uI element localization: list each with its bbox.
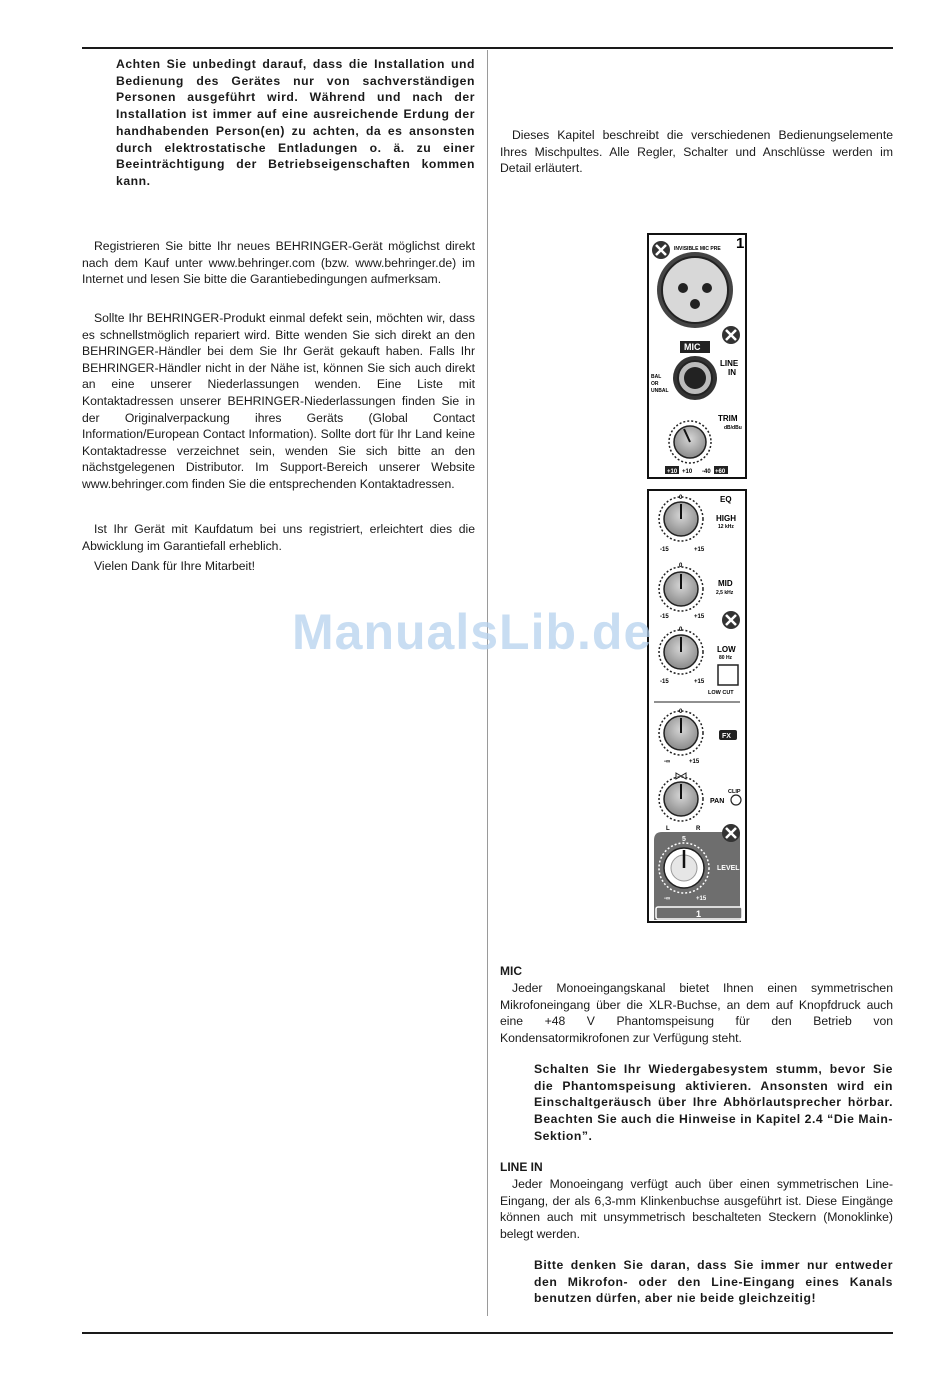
trim-unit: dB/dBu (724, 425, 742, 431)
or-label: OR (651, 381, 659, 387)
screw-icon (722, 326, 740, 344)
fx-knob-min: -∞ (664, 759, 671, 765)
high-knob-max: +15 (694, 547, 705, 553)
trim-scale-1: +10 (667, 469, 678, 475)
watermark: ManualsLib.de (292, 604, 653, 660)
low-freq: 80 Hz (719, 655, 733, 661)
low-label: LOW (717, 645, 736, 654)
screw-icon (652, 241, 670, 259)
mid-knob-zero: 0 (679, 563, 683, 569)
pan-knob[interactable] (659, 777, 703, 821)
low-cut-switch[interactable] (718, 665, 738, 685)
mid-knob-max: +15 (694, 614, 705, 620)
eq-label: EQ (720, 495, 732, 504)
low-knob-zero: 0 (679, 627, 683, 633)
pan-l-label: L (666, 826, 670, 832)
trim-scale-3: -40 (702, 469, 711, 475)
low-knob-max: +15 (694, 679, 705, 685)
mic-heading: MIC (500, 964, 522, 978)
registration-paragraph: Registrieren Sie bitte Ihr neues BEHRINGER-Gerät möglichst direkt nach dem Kauf unter www.behringer.com (bzw. www.behringer.de) im Internet und lesen Sie bitte die Garantiebedingungen aufmerksam. (82, 239, 475, 287)
mid-knob-min: -15 (660, 614, 669, 620)
line-in-jack-icon[interactable] (673, 356, 717, 400)
invisible-mic-pre-label: INVISIBLE MIC PRE (674, 246, 721, 252)
linein-heading: LINE IN (500, 1160, 543, 1174)
level-label: LEVEL (717, 865, 740, 872)
level-knob-max: +15 (696, 896, 707, 902)
installation-warning: Achten Sie unbedingt darauf, dass die Installation und Bedienung des Gerätes nur von sachverständigen Personen ausgeführt wird. Während und nach der Installation ist immer auf eine ausreichende Erdung der handhabenden Person(en) zu achten, da es ansonsten durch elektrostatische Entladungen o. ä. zu einer Beeinträchtigung der Betriebseigenschaften kommen kann. (116, 57, 475, 188)
chapter-intro: Dieses Kapitel beschreibt die verschiedenen Bedienungselemente Ihres Mischpultes. Alle Regler, Schalter und Anschlüsse werden im Detail erläutert. (500, 128, 893, 176)
level-knob-mid: 5 (682, 836, 686, 843)
fx-label: FX (722, 733, 731, 740)
channel-number: 1 (736, 235, 745, 252)
low-cut-label: LOW CUT (708, 690, 734, 696)
pan-r-label: R (696, 826, 701, 832)
fx-knob-max: +15 (689, 759, 700, 765)
bottom-rule (82, 1332, 893, 1334)
high-knob-min: -15 (660, 547, 669, 553)
line-label: LINE (720, 359, 739, 368)
thanks-paragraph: Vielen Dank für Ihre Mitarbeit! (94, 559, 255, 573)
linein-warning: Bitte denken Sie daran, dass Sie immer nur entweder den Mikrofon- oder den Line-Eingang eines Kanals benutzen dürfen, aber nie beide gleichzeitig! (534, 1258, 893, 1306)
screw-icon (722, 611, 740, 629)
trim-scale-2: +10 (682, 469, 693, 475)
mid-label: MID (718, 579, 733, 588)
in-label: IN (728, 368, 736, 377)
warranty-paragraph: Ist Ihr Gerät mit Kaufdatum bei uns registriert, erleichtert dies die Abwicklung im Garantiefall erheblich. (82, 522, 475, 553)
top-rule (82, 47, 893, 49)
high-freq: 12 kHz (718, 524, 734, 530)
mic-description: Jeder Monoeingangskanal bietet Ihnen einen symmetrischen Mikrofoneingang über die XLR-Buchse, an dem auf Knopfdruck auch eine +48 V Phantomspeisung für den Betrieb von Kondensatormikrofonen zur Verfügung steht. (500, 981, 893, 1045)
fx-knob-zero: 0 (679, 709, 683, 715)
high-eq-knob[interactable] (659, 497, 703, 541)
channel-strip-illustration (640, 228, 758, 926)
fx-send-knob[interactable] (659, 711, 703, 755)
footer-channel-number: 1 (696, 909, 702, 919)
screw-icon (722, 824, 740, 842)
trim-knob[interactable] (669, 421, 711, 463)
trim-scale-4: +60 (715, 469, 726, 475)
clip-label: CLIP (728, 789, 741, 795)
bal-label: BAL (651, 374, 662, 380)
repair-paragraph: Sollte Ihr BEHRINGER-Produkt einmal defekt sein, möchten wir, dass es schnellstmöglich repariert wird. Bitte wenden Sie sich direkt an den BEHRINGER-Händler bei dem Sie Ihr Gerät gekauft haben. Falls Ihr BEHRINGER-Händler nicht in der Nähe ist, können Sie sich auch direkt an eine unserer Niederlassungen wenden. Eine Liste mit Kontaktadressen unserer BEHRINGER-Niederlassungen finden Sie in der Originalverpackung ihres Geräts (Global Contact Information/European Contact Information). Sollte dort für Ihr Land keine Kontaktadresse verzeichnet sein, wenden Sie sich bitte an den nächstgelegenen Distributor. Im Support-Bereich unserer Website www.behringer.com finden Sie die entsprechenden Kontaktadressen. (82, 311, 475, 491)
low-knob-min: -15 (660, 679, 669, 685)
low-eq-knob[interactable] (659, 630, 703, 674)
mid-eq-knob[interactable] (659, 567, 703, 611)
trim-label: TRIM (718, 414, 738, 423)
unbal-label: UNBAL (651, 388, 669, 394)
clip-led-icon (731, 795, 741, 805)
mid-freq: 2,5 kHz (716, 590, 734, 596)
level-knob-min: -∞ (664, 896, 671, 902)
mic-label: MIC (684, 342, 701, 352)
high-label: HIGH (716, 514, 736, 523)
xlr-mic-input-icon[interactable] (657, 252, 733, 328)
high-knob-zero: 0 (679, 495, 683, 501)
pan-label: PAN (710, 798, 725, 805)
linein-description: Jeder Monoeingang verfügt auch über einen symmetrischen Line-Eingang, der als 6,3-mm Klinkenbuchse ausgeführt ist. Diese Eingänge können auch mit unsymmetrisch beschalteten Steckern (Monoklinke) belegt werden. (500, 1177, 893, 1241)
column-divider (487, 50, 488, 1316)
mic-warning: Schalten Sie Ihr Wiedergabesystem stumm, bevor Sie die Phantomspeisung aktivieren. Ansonsten wird ein Einschaltgeräusch über Ihre Abhörlautsprecher hörbar. Beachten Sie auch die Hinweise in Kapitel 2.4 “Die Main-Sektion”. (534, 1062, 893, 1143)
